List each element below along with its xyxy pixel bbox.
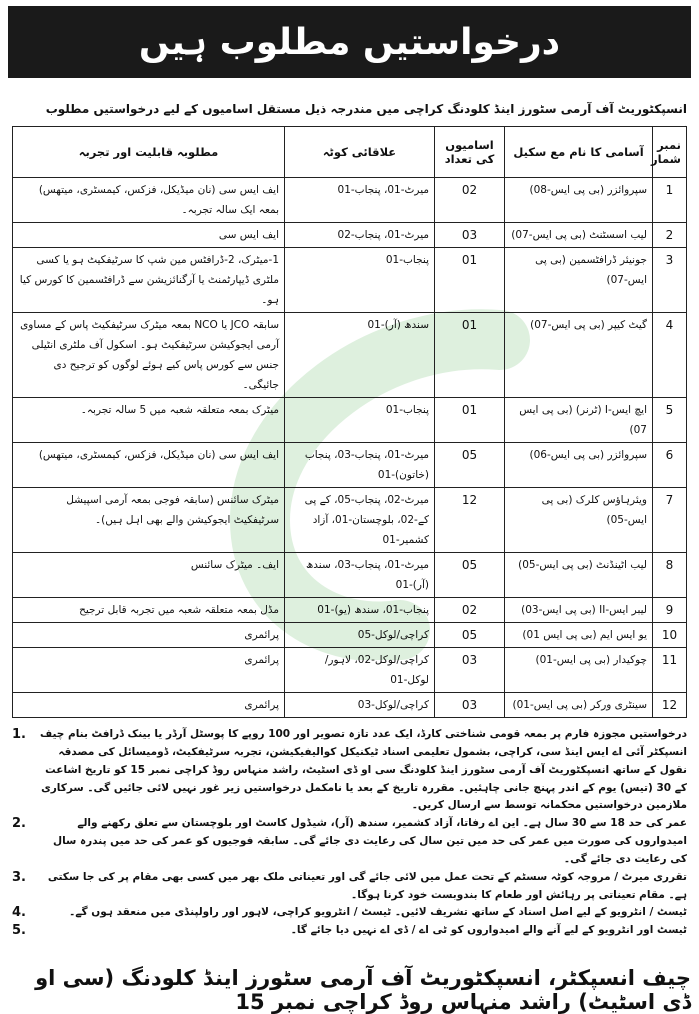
row-count: 03: [435, 693, 505, 718]
row-area: کراچی/لوکل-05: [285, 623, 435, 648]
row-qualification: میٹرک بمعہ متعلقہ شعبہ میں 5 سالہ تجربہ۔: [13, 398, 285, 443]
instruction-number: 1.: [12, 727, 26, 742]
row-serial: 3: [653, 248, 687, 313]
row-area: میرٹ-01، پنجاب-03، سندھ (آر)-01: [285, 553, 435, 598]
row-serial: 6: [653, 443, 687, 488]
table-row: [13, 223, 687, 248]
row-area: میرٹ-01، پنجاب-02: [285, 223, 435, 248]
row-area: پنجاب-01: [285, 248, 435, 313]
table-row: [13, 648, 687, 693]
row-count: 05: [435, 623, 505, 648]
row-serial: 1: [653, 178, 687, 223]
table-row: [13, 693, 687, 718]
row-post: سپروائزر (بی پی ایس-06): [505, 443, 653, 488]
row-count: 03: [435, 223, 505, 248]
row-post: جونیئر ڈرافٹسمین (بی پی ایس-07): [505, 248, 653, 313]
row-count: 02: [435, 598, 505, 623]
instruction-item: [12, 726, 687, 815]
instruction-text: ٹیسٹ اور انٹرویو کے لیے آنے والے امیدواروں کو ٹی اے / ڈی اے نہیں دیا جائے گا۔: [290, 924, 687, 937]
row-serial: 8: [653, 553, 687, 598]
table-row: [13, 178, 687, 223]
row-post: ویئرہاؤس کلرک (بی پی ایس-05): [505, 488, 653, 553]
row-qualification: پرائمری: [13, 693, 285, 718]
table-row: [13, 248, 687, 313]
row-post: ایچ ایس-I (ٹرنر) (بی پی ایس 07): [505, 398, 653, 443]
header-count: اسامیوں کی تعداد: [435, 127, 505, 178]
row-post: سپروائزر (بی پی ایس-08): [505, 178, 653, 223]
table-row: [13, 398, 687, 443]
table-row: [13, 623, 687, 648]
table-row: [13, 313, 687, 398]
row-count: 05: [435, 443, 505, 488]
table-row: [13, 488, 687, 553]
instruction-number: 2.: [12, 816, 26, 832]
row-qualification: پرائمری: [13, 623, 285, 648]
table-body: [13, 178, 687, 718]
row-count: 03: [435, 648, 505, 693]
row-post: لیبر ایس-II (بی پی ایس-03): [505, 598, 653, 623]
row-area: میرٹ-01، پنجاب-03، پنجاب (خاتون)-01: [285, 443, 435, 488]
page-title: درخواستیں مطلوب ہیں: [8, 6, 691, 78]
row-post: سینٹری ورکر (بی پی ایس-01): [505, 693, 653, 718]
row-post: لیب اٹینڈنٹ (بی پی ایس-05): [505, 553, 653, 598]
instruction-item: [12, 922, 687, 940]
row-serial: 4: [653, 313, 687, 398]
instruction-item: [12, 904, 687, 922]
row-post: چوکیدار (بی پی ایس-01): [505, 648, 653, 693]
row-qualification: ایف ایس سی (نان میڈیکل، فزکس، کیمسٹری، میتھس): [13, 443, 285, 488]
table-row: [13, 553, 687, 598]
row-qualification: میٹرک سائنس (سابقہ فوجی بمعہ آرمی اسپیشل سرٹیفکیٹ ایجوکیشن والے بھی اہل ہیں)۔: [13, 488, 285, 553]
row-area: میرٹ-01، پنجاب-01: [285, 178, 435, 223]
table-row: [13, 598, 687, 623]
instruction-item: [12, 815, 687, 869]
row-serial: 2: [653, 223, 687, 248]
row-qualification: ایف ایس سی (نان میڈیکل، فزکس، کیمسٹری، میتھس) بمعہ ایک سالہ تجربہ۔: [13, 178, 285, 223]
instructions-list: [12, 726, 687, 940]
footer-address: چیف انسپکٹر، انسپکٹوریٹ آف آرمی سٹورز اینڈ کلودنگ (سی او ڈی اسٹیٹ) راشد منہاس روڈ کراچی نمبر 15: [35, 966, 691, 1014]
row-count: 05: [435, 553, 505, 598]
header-qualification: مطلوبہ قابلیت اور تجربہ: [13, 127, 285, 178]
row-serial: 10: [653, 623, 687, 648]
row-count: 12: [435, 488, 505, 553]
row-area: پنجاب-01: [285, 398, 435, 443]
row-area: پنجاب-01، سندھ (یو)-01: [285, 598, 435, 623]
instruction-item: [12, 869, 687, 905]
vacancy-table: [12, 126, 687, 718]
row-serial: 5: [653, 398, 687, 443]
row-qualification: پرائمری: [13, 648, 285, 693]
vacancy-table-wrapper: [12, 126, 687, 718]
row-count: 01: [435, 313, 505, 398]
row-serial: 11: [653, 648, 687, 693]
instruction-text: ٹیسٹ / انٹرویو کے لیے اصل اسناد کے ساتھ تشریف لائیں۔ ٹیسٹ / انٹرویو کراچی، لاہور اور راولپنڈی میں منعقد ہوں گے۔: [69, 906, 687, 919]
header-serial: نمبر شمار: [653, 127, 687, 178]
row-serial: 7: [653, 488, 687, 553]
row-qualification: سابقہ JCO یا NCO بمعہ میٹرک سرٹیفکیٹ پاس کے مساوی آرمی ایجوکیشن سرٹیفکیٹ ہو۔ اسکول آف ملٹری انٹیلی جنس سے کورس پاس کیے ہوئے لوگوں کو ترجیح دی جائیگی۔: [13, 313, 285, 398]
table-header-row: [13, 127, 687, 178]
row-post: لیب اسسٹنٹ (بی پی ایس-07): [505, 223, 653, 248]
row-serial: 12: [653, 693, 687, 718]
row-area: کراچی/لوکل-03: [285, 693, 435, 718]
row-post: گیٹ کیپر (بی پی ایس-07): [505, 313, 653, 398]
row-serial: 9: [653, 598, 687, 623]
instruction-text: تقرری میرٹ / مروجہ کوٹہ سسٹم کے تحت عمل میں لائی جائے گی اور تعیناتی ملک بھر میں کسی بھی مقام پر کی جا سکتی ہے۔ مقام تعیناتی پر رہائش اور طعام کا بندوبست خود کرنا ہوگا۔: [47, 870, 687, 901]
row-post: یو ایس ایم (بی پی ایس 01): [505, 623, 653, 648]
row-qualification: ایف۔ میٹرک سائنس: [13, 553, 285, 598]
row-count: 01: [435, 398, 505, 443]
row-qualification: مڈل بمعہ متعلقہ شعبہ میں تجربہ قابل ترجیح: [13, 598, 285, 623]
row-qualification: ایف ایس سی: [13, 223, 285, 248]
instruction-number: 5.: [12, 923, 26, 939]
row-area: سندھ (آر)-01: [285, 313, 435, 398]
header-post: آسامی کا نام مع سکیل: [505, 127, 653, 178]
instruction-number: 3.: [12, 869, 26, 885]
intro-text: انسپکٹوریٹ آف آرمی سٹورز اینڈ کلودنگ کراچی میں مندرجہ ذیل مستقل اسامیوں کے لیے درخواستیں مطلوب: [45, 102, 687, 116]
table-row: [13, 443, 687, 488]
row-area: میرٹ-02، پنجاب-05، کے پی کے-02، بلوچستان-01، آزاد کشمیر-01: [285, 488, 435, 553]
header-area: علاقائی کوٹہ: [285, 127, 435, 178]
row-count: 01: [435, 248, 505, 313]
instruction-number: 4.: [12, 905, 26, 921]
instruction-text: درخواستیں مجوزہ فارم پر بمعہ قومی شناختی کارڈ، ایک عدد تازہ تصویر اور 100 روپے کا پوسٹل آرڈر یا بینک ڈرافٹ بنام چیف انسپکٹر آئی اے ایس اینڈ سی، کراچی، بشمول تعلیمی اسناد ٹیکنیکل کوالیفیکیشن، تجربہ سرٹیفکیٹ، ڈومیسائل کی مصدقہ نقول کے ساتھ انسپکٹوریٹ آف آرمی سٹورز اینڈ کلودنگ سی او ڈی اسٹیٹ، راشد منہاس روڈ کراچی نمبر 15 کو تاریخ اشاعت کے 30 (تیس) یوم کے اندر پہنچ جانی چاہئیں۔ مقررہ تاریخ کے بعد یا نامکمل درخواستیں زیر غور نہیں لائی جائیں گی۔ سرکاری ملازمین درخواستیں محکمانہ توسط سے ارسال کریں۔: [40, 728, 687, 812]
row-area: کراچی/لوکل-02، لاہور/لوکل-01: [285, 648, 435, 693]
row-qualification: 1-میٹرک، 2-ڈرافٹس مین شپ کا سرٹیفکیٹ ہو یا کسی ملٹری ڈیپارٹمنٹ یا آرگنائزیشن سے ڈرافٹسمین کا کورس کیا ہو۔: [13, 248, 285, 313]
row-count: 02: [435, 178, 505, 223]
instruction-text: عمر کی حد 18 سے 30 سال ہے۔ این اے رفاتا، آزاد کشمیر، سندھ (آر)، شیڈول کاسٹ اور بلوچستان سے تعلق رکھنے والے امیدواروں کی صورت میں عمر کی حد میں تین سال کی رعایت دی جائے گی۔ سابقہ فوجیوں کو عمر کی حد میں پندرہ سال کی رعایت دی جائے گی۔: [53, 817, 687, 865]
